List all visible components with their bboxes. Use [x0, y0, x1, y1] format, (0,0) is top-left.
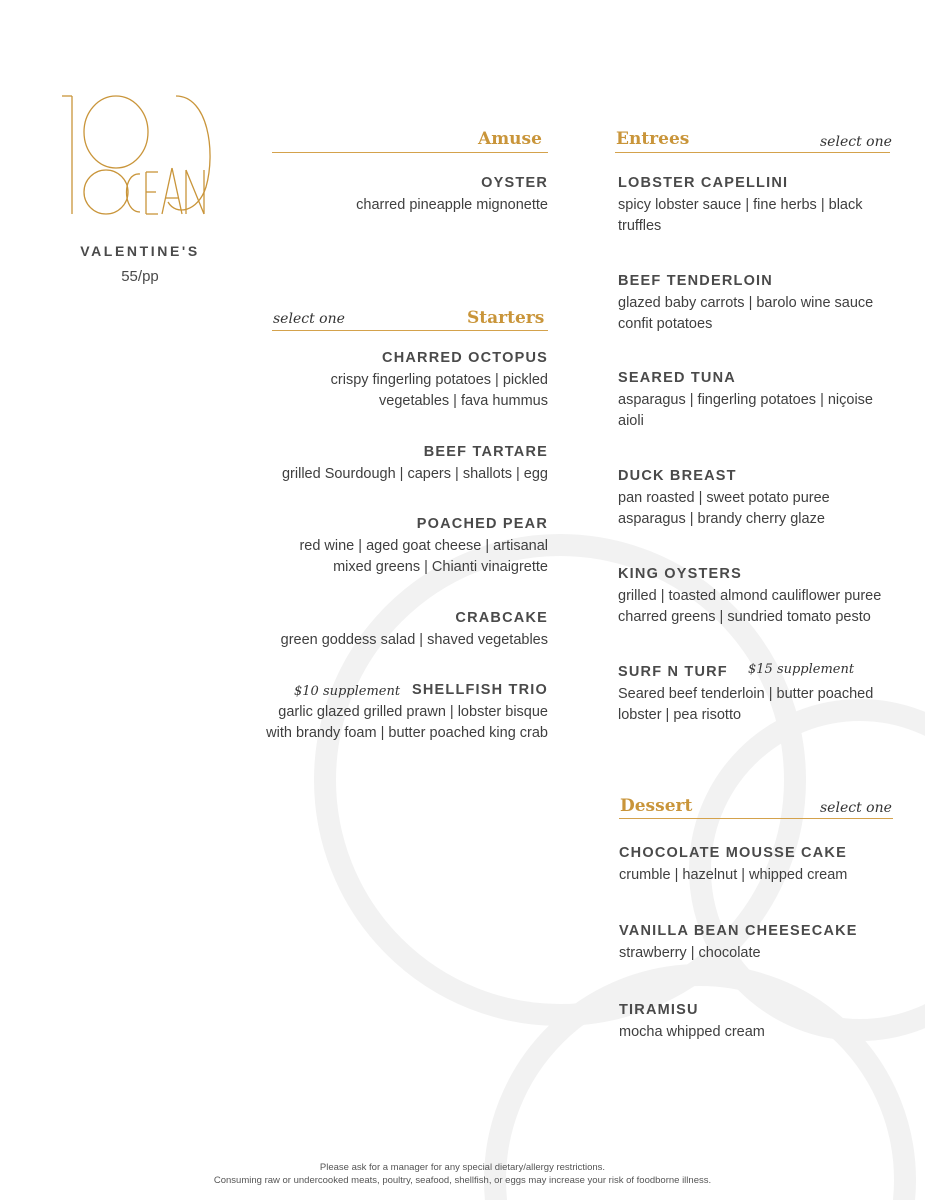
item-desc: crumble | hazelnut | whipped cream: [619, 867, 848, 883]
entree-item: [618, 664, 908, 726]
entree-item: [618, 175, 908, 237]
footer-line-2: Consuming raw or undercooked meats, poultry, seafood, shellfish, or eggs may increase your risk of foodborne illness.: [213, 1175, 712, 1186]
item-desc: with brandy foam | butter poached king crab: [266, 725, 548, 741]
logo-icon: [58, 92, 218, 222]
item-desc: lobster | pea risotto: [618, 707, 742, 723]
item-desc: mocha whipped cream: [619, 1024, 765, 1040]
item-name: DUCK BREAST: [618, 468, 737, 484]
item-name: CHARRED OCTOPUS: [382, 350, 548, 366]
item-name: BEEF TENDERLOIN: [618, 273, 773, 289]
starters-rule: [272, 330, 548, 331]
item-desc: truffles: [618, 218, 662, 234]
item-name: POACHED PEAR: [416, 516, 548, 532]
footer-line-1: Please ask for a manager for any special dietary/allergy restrictions.: [319, 1162, 606, 1173]
item-desc: charred greens | sundried tomato pesto: [618, 609, 871, 625]
starter-item: [230, 610, 548, 651]
amuse-title: Amuse: [478, 129, 542, 149]
entree-item: [618, 468, 908, 530]
starter-item: [200, 682, 548, 744]
entree-item: [618, 273, 908, 335]
item-name: OYSTER: [481, 175, 548, 191]
item-name: CRABCAKE: [455, 610, 548, 626]
item-desc: green goddess salad | shaved vegetables: [280, 632, 548, 648]
amuse-rule: [272, 152, 548, 153]
surf-supplement: $15 supplement: [748, 662, 855, 677]
footer: [0, 1161, 925, 1187]
entrees-note: select one: [820, 134, 892, 150]
item-desc: red wine | aged goat cheese | artisanal: [299, 538, 548, 554]
item-name: TIRAMISU: [619, 1002, 699, 1018]
dessert-item: [619, 923, 909, 964]
item-desc: vegetables | fava hummus: [379, 393, 548, 409]
amuse-item: [230, 175, 548, 216]
item-name: LOBSTER CAPELLINI: [618, 175, 789, 191]
dessert-title: Dessert: [620, 796, 693, 816]
menu-price: 55/pp: [121, 268, 159, 285]
shellfish-supplement: $10 supplement: [294, 684, 401, 699]
item-desc: garlic glazed grilled prawn | lobster bisque: [278, 704, 548, 720]
item-desc: strawberry | chocolate: [619, 945, 761, 961]
starter-item: [230, 516, 548, 578]
item-name: SHELLFISH TRIO: [411, 682, 548, 698]
item-desc: charred pineapple mignonette: [356, 197, 548, 213]
starter-item: [230, 350, 548, 412]
item-desc: glazed baby carrots | barolo wine sauce: [618, 295, 874, 311]
item-desc: asparagus | brandy cherry glaze: [618, 511, 825, 527]
dessert-rule: [619, 818, 893, 819]
item-desc: pan roasted | sweet potato puree: [618, 490, 830, 506]
item-name: SEARED TUNA: [618, 370, 736, 386]
menu-title: VALENTINE'S: [80, 243, 200, 259]
item-desc: spicy lobster sauce | fine herbs | black: [618, 197, 863, 213]
item-desc: mixed greens | Chianti vinaigrette: [333, 559, 548, 575]
entrees-rule: [615, 152, 890, 153]
item-name: CHOCOLATE MOUSSE CAKE: [619, 845, 847, 861]
item-name: KING OYSTERS: [618, 566, 742, 582]
starters-title: Starters: [467, 308, 545, 328]
entree-item: [618, 370, 908, 432]
dessert-item: [619, 1002, 909, 1043]
item-desc: grilled | toasted almond cauliflower puree: [618, 588, 882, 604]
entree-item: [618, 566, 908, 628]
item-desc: Seared beef tenderloin | butter poached: [618, 686, 874, 702]
item-desc: grilled Sourdough | capers | shallots | egg: [281, 466, 548, 482]
item-name: BEEF TARTARE: [423, 444, 548, 460]
entrees-title: Entrees: [616, 129, 690, 149]
item-desc: aioli: [618, 413, 644, 429]
item-name: VANILLA BEAN CHEESECAKE: [619, 923, 858, 939]
item-desc: crispy fingerling potatoes | pickled: [330, 372, 548, 388]
item-desc: asparagus | fingerling potatoes | niçoise: [618, 392, 873, 408]
starters-note: select one: [273, 311, 345, 327]
starter-item: [230, 444, 548, 485]
item-desc: confit potatoes: [618, 316, 713, 332]
dessert-note: select one: [820, 800, 892, 816]
dessert-item: [619, 845, 909, 886]
item-name: SURF N TURF: [618, 664, 728, 680]
